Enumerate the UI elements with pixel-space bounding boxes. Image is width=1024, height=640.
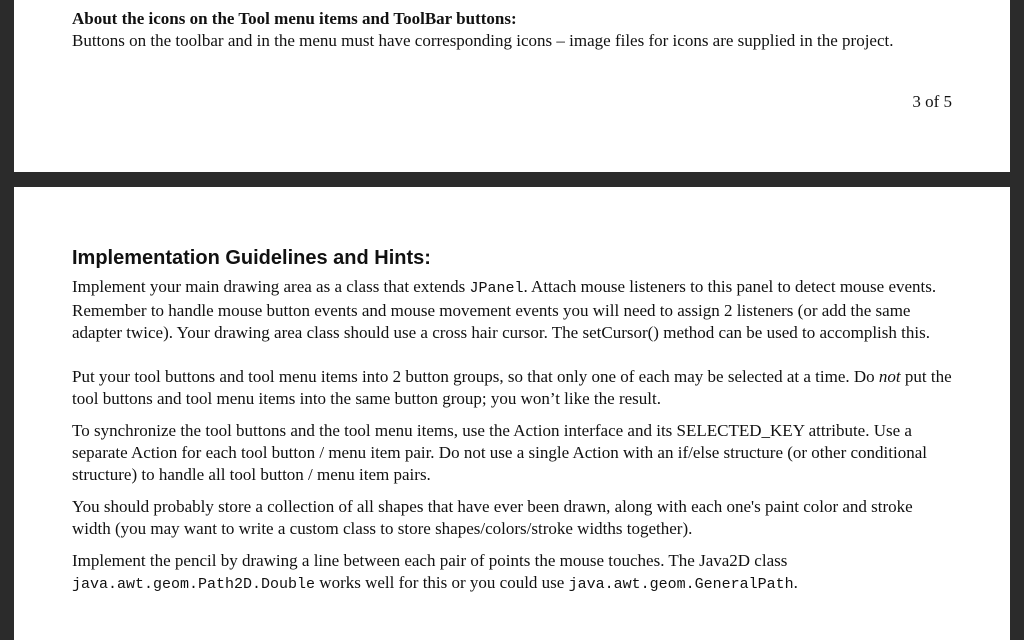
icons-paragraph: Buttons on the toolbar and in the menu must have corresponding icons – image files for icons are supplied in the project.: [72, 31, 894, 50]
p2-emphasis: not: [878, 367, 901, 386]
icons-section: [72, 8, 952, 52]
code-jpanel: JPanel: [469, 280, 524, 297]
code-generalpath: java.awt.geom.GeneralPath: [568, 576, 794, 593]
paragraph-pencil: [72, 550, 952, 596]
p5-text-after: .: [793, 573, 798, 592]
document-page-top: [14, 0, 1010, 172]
document-page-bottom: [14, 187, 1010, 640]
p5-text-middle: works well for this or you could use: [315, 573, 569, 592]
paragraph-actions: To synchronize the tool buttons and the tool menu items, use the Action interface and its SELECTED_KEY attribute. Use a separate Action for each tool button / menu item pair. Do not use a single Action with an if/else structure (or other conditional structure) to handle all tool button / menu item pairs.: [72, 421, 927, 484]
paragraph-shapes: You should probably store a collection of all shapes that have ever been drawn, along with each one's paint color and stroke width (you may want to write a custom class to store shapes/colors/stroke widths together).: [72, 497, 913, 538]
p1-text-after: . Attach mouse listeners to this panel to detect mouse events. Remember to handle mouse button events and mouse movement events you will need to assign 2 listeners (or add the same adapter twice). Your drawing area class should use a cross hair cursor. The setCursor() method can be used to accomplish this.: [72, 277, 937, 342]
paragraph-jpanel: [72, 276, 952, 344]
section-heading: Implementation Guidelines and Hints:: [72, 247, 431, 269]
page-number: 3 of 5: [912, 92, 952, 111]
p1-text-before: Implement your main drawing area as a class that extends: [72, 277, 470, 296]
paragraph-button-groups: [72, 366, 952, 410]
icons-heading: About the icons on the Tool menu items and ToolBar buttons:: [72, 9, 517, 28]
p5-text-before: Implement the pencil by drawing a line between each pair of points the mouse touches. The Java2D class: [72, 551, 788, 570]
p2-text-before: Put your tool buttons and tool menu items into 2 button groups, so that only one of each may be selected at a time. Do: [72, 367, 879, 386]
guidelines-section: [72, 246, 952, 596]
code-path2d: java.awt.geom.Path2D.Double: [72, 576, 316, 593]
p2-text-after: put the tool buttons and tool menu items into the same button group; you won’t like the result.: [72, 367, 952, 408]
